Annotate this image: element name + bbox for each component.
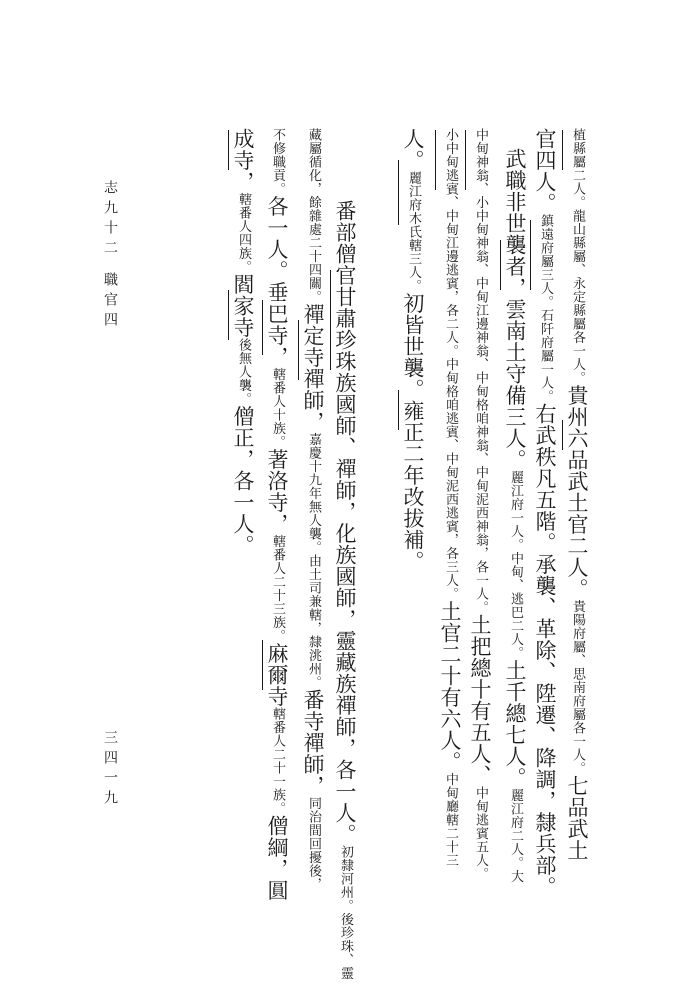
annotation-text: 同治間回擾後， [306, 796, 321, 891]
text-column-3 [500, 148, 530, 883]
annotation-text: 龍山縣屬、永定縣屬各一人。 [570, 209, 585, 385]
section-label: 職官四 [102, 272, 118, 332]
proper-noun-line [530, 220, 531, 290]
text-column-9 [262, 128, 292, 901]
body-text: 成寺， [231, 128, 255, 193]
annotation-text: 轄番人二十一族。 [270, 707, 285, 815]
body-text: 武職非世襲者，雲南土守備三人。 [503, 148, 527, 471]
text-column-10 [228, 128, 258, 556]
proper-noun-line [228, 130, 229, 170]
proper-noun-line [465, 130, 466, 190]
body-text: 禪定寺禪師， [301, 303, 325, 433]
body-text: 僧綱，圓 [265, 815, 289, 901]
proper-noun-line [398, 390, 399, 430]
annotation-text: 中甸廳轄二十三 [443, 772, 458, 867]
annotation-text: 轄番人二十三族。 [270, 534, 285, 643]
body-text: 人。 [401, 128, 425, 171]
text-column-2 [530, 128, 560, 898]
proper-noun-line [262, 300, 263, 355]
body-text: 閻家寺 [231, 273, 255, 338]
annotation-text: 植縣屬二人。 [570, 128, 585, 209]
annotation-text: 嘉慶十九年無人襲。由土司兼轄，隸洮州。 [306, 432, 321, 689]
proper-noun-line [262, 640, 263, 690]
body-text: 番部僧官 [333, 200, 357, 286]
text-column-8 [298, 128, 328, 891]
proper-noun-line [435, 130, 436, 190]
text-column-4 [465, 128, 495, 881]
body-text: 土官二十有六人。 [438, 600, 462, 773]
body-text: 官四人。 [533, 128, 557, 214]
proper-noun-line [562, 130, 563, 170]
body-text: 土把總十有五人、 [468, 614, 492, 786]
body-text: 著洛寺， [265, 448, 289, 535]
body-text: 右武秩凡五階。承襲、革除、陞遷、降調，隸兵部。 [533, 403, 557, 898]
annotation-text: 貴陽府屬、思南府屬各一人。 [570, 599, 585, 775]
annotation-text: 小中甸逃賓、中甸江邊逃賓，各二人。中甸格咱逃賓、中甸泥西逃賓，各三人。 [443, 128, 458, 601]
body-text: 初皆世襲。雍正二年改拔補。 [401, 292, 425, 572]
body-text: 番寺禪師， [301, 689, 325, 797]
proper-noun-line [330, 270, 331, 370]
annotation-text: 中甸逃賓五人。 [473, 786, 488, 881]
body-text: 土千總七人。 [503, 659, 527, 789]
annotation-text: 藏屬循化，餘雜處二十四關。 [306, 128, 321, 304]
proper-noun-line [228, 290, 229, 340]
annotation-text: 麗江府木氏轄三人。 [406, 171, 421, 293]
volume-label: 志九十二 [102, 180, 118, 260]
proper-noun-line [562, 420, 563, 450]
proper-noun-line [500, 240, 501, 290]
text-column-1 [562, 128, 592, 861]
annotation-text: 不修職貢。 [270, 128, 285, 196]
annotation-text: 鎮遠府屬三人。石阡府屬一人。 [538, 214, 553, 403]
body-text: 甘肅珍珠族國師、禪師，化族國師，靈藏族禪師，各一人。 [333, 286, 357, 845]
body-text: 七品武土 [565, 775, 589, 861]
annotation-text: 轄番人十族。 [270, 367, 285, 449]
annotation-text: 初隸河州。後珍珠、靈 [338, 845, 353, 980]
text-column-5 [435, 128, 465, 867]
proper-noun-line [398, 160, 399, 225]
text-column-7 [330, 200, 360, 980]
annotation-text: 麗江府一人。中甸、逃巴二人。 [508, 470, 523, 660]
body-text: 僧正，各一人。 [231, 405, 255, 556]
body-text: 麻爾寺 [265, 642, 289, 707]
annotation-text: 中甸神翁、小中甸神翁、中甸江邊神翁、中甸格咱神翁、中甸泥西神翁，各一人。 [473, 128, 488, 614]
annotation-text: 後無人襲。 [236, 338, 251, 406]
text-column-6 [398, 128, 428, 572]
page-number: 三四一九 [102, 730, 118, 810]
proper-noun-line [298, 320, 299, 380]
body-text: 貴州六品武土官二人。 [565, 384, 589, 600]
annotation-text: 麗江府二人。大 [508, 788, 523, 883]
body-text: 各一人。垂巴寺， [265, 195, 289, 368]
annotation-text: 轄番人四族。 [236, 192, 251, 274]
